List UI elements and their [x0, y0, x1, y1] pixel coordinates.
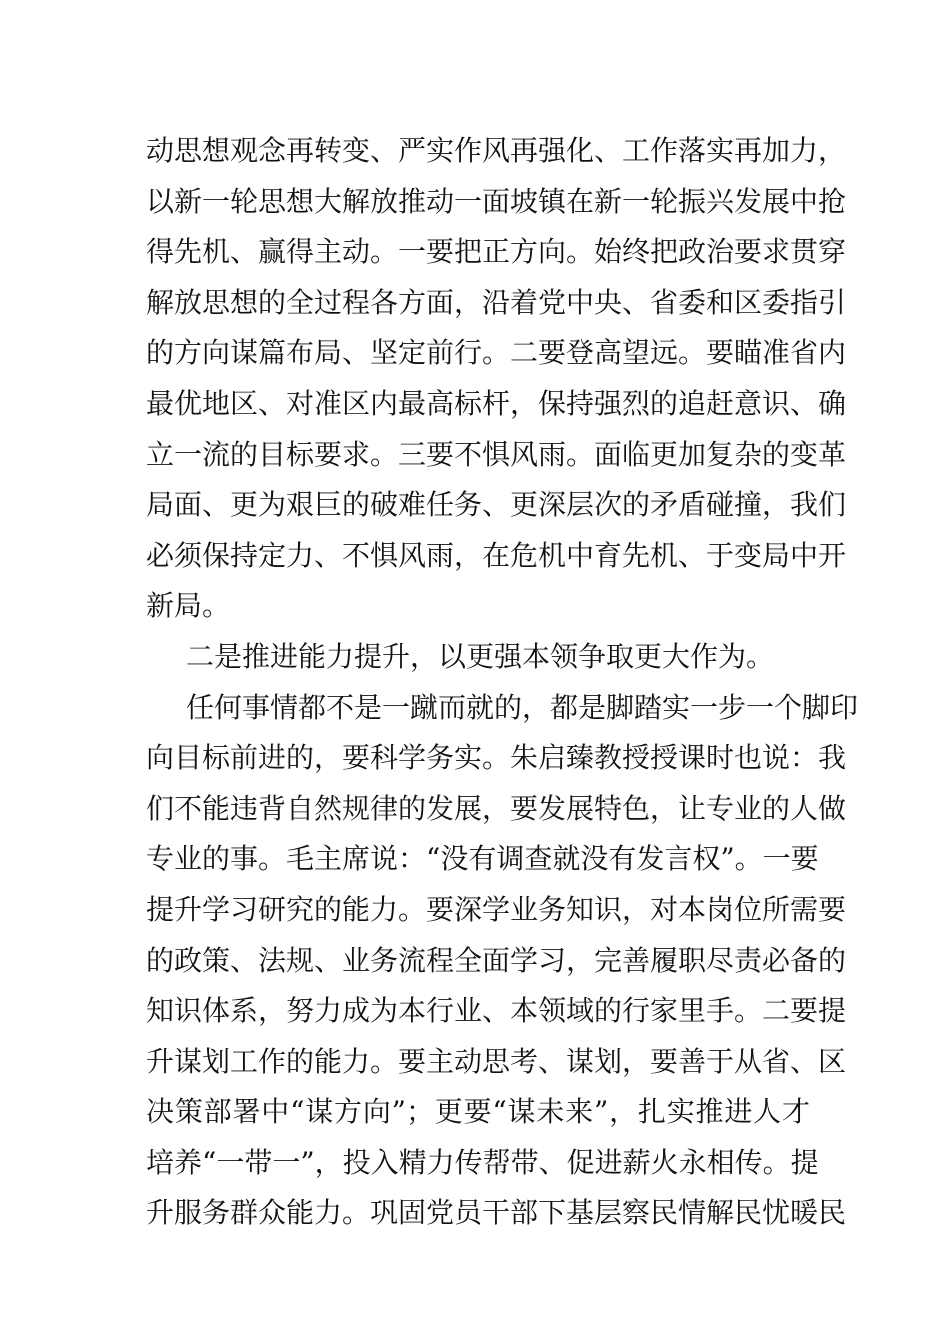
- text-line: 以新一轮思想大解放推动一面坡镇在新一轮振兴发展中抢: [146, 184, 847, 218]
- text-line: 知识体系，努力成为本行业、本领域的行家里手。二要提: [146, 994, 847, 1028]
- text-line: 培养“一带一”，投入精力传帮带、促进薪火永相传。提: [146, 1145, 819, 1179]
- text-line: 解放思想的全过程各方面，沿着党中央、省委和区委指引: [146, 285, 847, 319]
- text-line: 升谋划工作的能力。要主动思考、谋划，要善于从省、区: [146, 1044, 847, 1078]
- paragraph-3: [146, 683, 859, 1240]
- document-body: [146, 126, 859, 1239]
- text-line: 任何事情都不是一蹴而就的，都是脚踏实一步一个脚印: [186, 690, 859, 724]
- text-line: 新局。: [146, 589, 231, 623]
- paragraph-2-heading: [146, 632, 810, 683]
- text-line: 提升学习研究的能力。要深学业务知识，对本岗位所需要: [146, 892, 847, 926]
- text-line: 向目标前进的，要科学务实。朱启臻教授授课时也说：我: [146, 741, 847, 775]
- text-line: 动思想观念再转变、严实作风再强化、工作落实再加力，: [146, 134, 847, 167]
- section-heading-line: 二是推进能力提升，以更强本领争取更大作为。: [186, 639, 775, 673]
- text-line: 必须保持定力、不惧风雨，在危机中育先机、于变局中开: [146, 538, 847, 572]
- text-line: 最优地区、对准区内最高标杆，保持强烈的追赶意识、确: [146, 386, 847, 420]
- text-line: 立一流的目标要求。三要不惧风雨。面临更加复杂的变革: [146, 437, 847, 471]
- text-line: 得先机、赢得主动。一要把正方向。始终把政治要求贯穿: [146, 235, 847, 269]
- text-line: 的政策、法规、业务流程全面学习，完善履职尽责必备的: [146, 943, 847, 977]
- text-line: 专业的事。毛主席说：“没有调查就没有发言权”。一要: [146, 842, 819, 876]
- text-line: 们不能违背自然规律的发展，要发展特色，让专业的人做: [146, 791, 847, 825]
- text-line: 的方向谋篇布局、坚定前行。二要登高望远。要瞄准省内: [146, 336, 847, 370]
- text-line: 升服务群众能力。巩固党员干部下基层察民情解民忧暖民: [146, 1196, 847, 1230]
- text-line: 局面、更为艰巨的破难任务、更深层次的矛盾碰撞，我们: [146, 488, 847, 522]
- text-line: 决策部署中“谋方向”；更要“谋未来”，扎实推进人才: [146, 1095, 810, 1129]
- paragraph-1: [146, 126, 847, 632]
